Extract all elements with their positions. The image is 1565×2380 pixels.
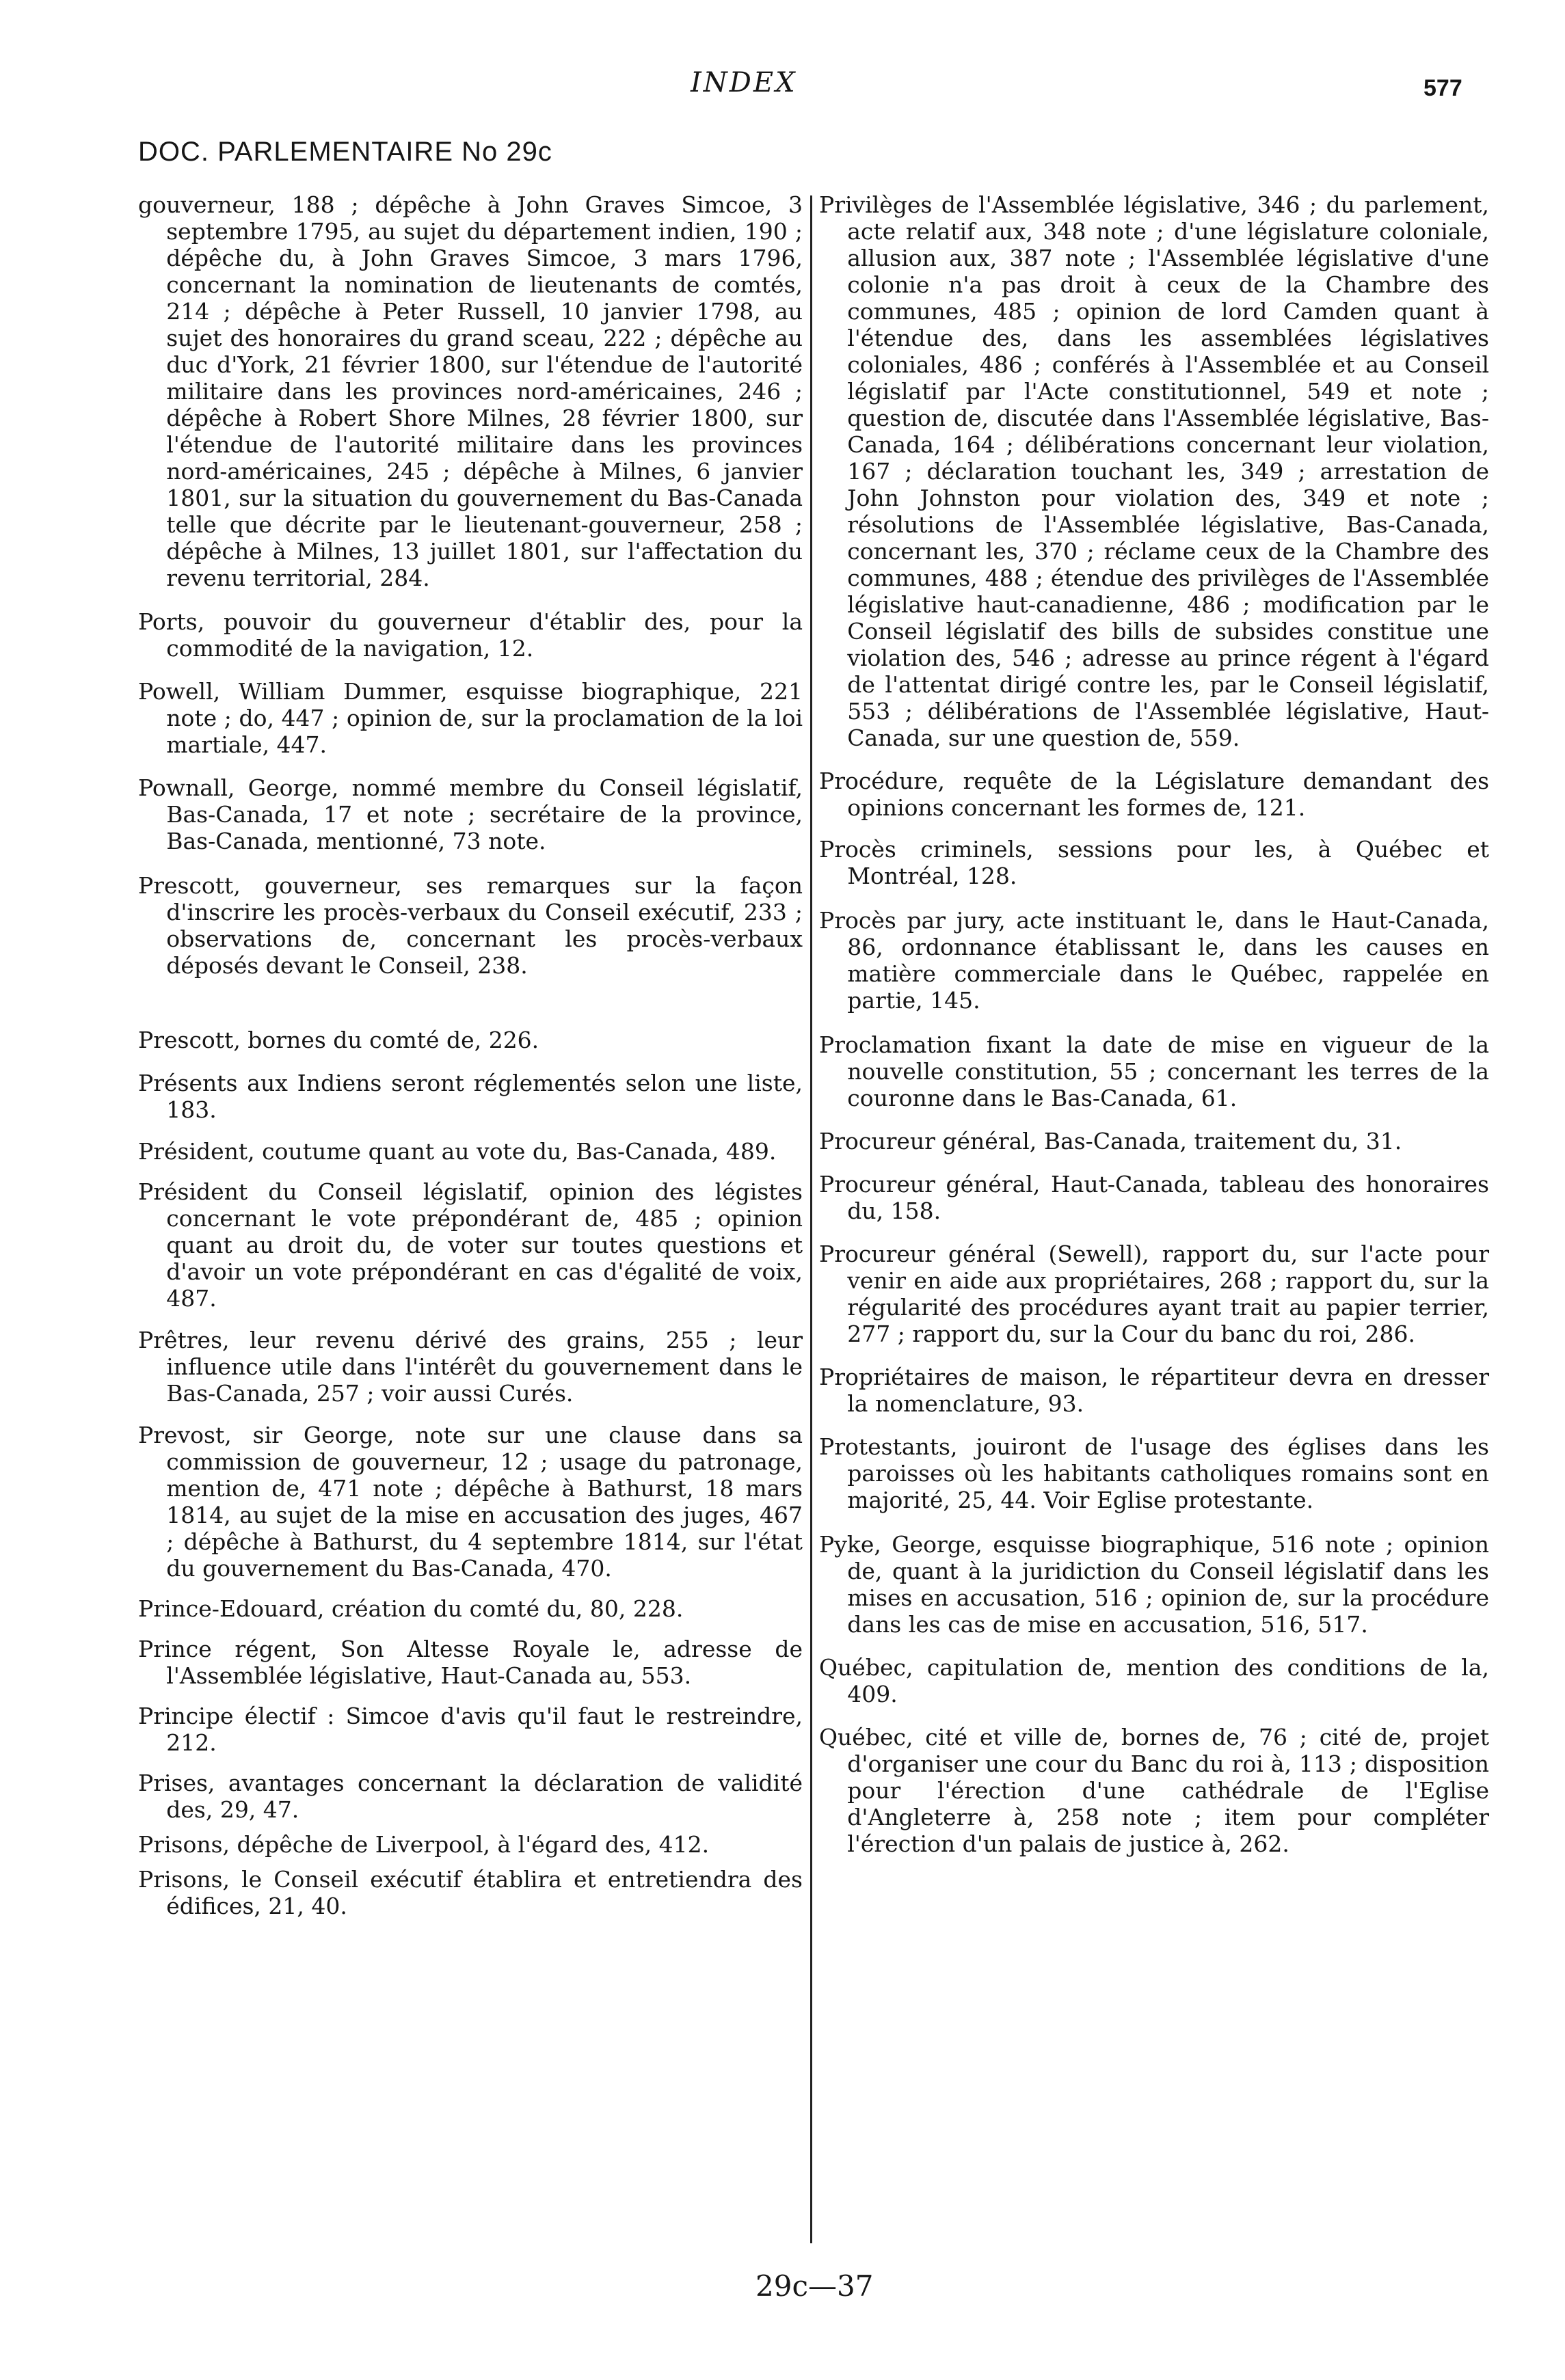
left-column (138, 191, 803, 2283)
index-entry: gouverneur, 188 ; dépêche à John Graves Simcoe, 3 septembre 1795, au sujet du département indien, 190 ; dépêche du, à John Graves Simcoe, 3 mars 1796, concernant la nomination de lieutenants de comtés, 214 ; dépêche à Peter Russell, 10 janvier 1798, au sujet des honoraires du grand sceau, 222 ; dépêche au duc d'York, 21 février 1800, sur l'étendue de l'autorité militaire dans les provinces nord-américaines, 246 ; dépêche à Robert Shore Milnes, 28 février 1800, sur l'étendue de l'autorité militaire dans les provinces nord-américaines, 245 ; dépêche à Milnes, 6 janvier 1801, sur la situation du gouvernement du Bas-Canada telle que décrite par le lieutenant-gouverneur, 258 ; dépêche à Milnes, 13 juillet 1801, sur l'affectation du revenu territorial, 284. (138, 191, 803, 591)
index-entry: Prisons, dépêche de Liverpool, à l'égard des, 412. (138, 1831, 710, 1858)
index-entry: Procureur général, Haut-Canada, tableau des honoraires du, 158. (819, 1171, 1489, 1224)
index-entry: Proclamation fixant la date de mise en vigueur de la nouvelle constitution, 55 ; concernant les terres de la couronne dans le Bas-Canada, 61. (819, 1031, 1489, 1111)
index-entry: Pyke, George, esquisse biographique, 516 note ; opinion de, quant à la juridiction du Conseil législatif dans les mises en accusation, 516 ; opinion de, sur la procédure dans les cas de mise en accusation, 516, 517. (819, 1531, 1489, 1638)
signature-mark: 29c—37 (755, 2269, 874, 2303)
running-title: INDEX (691, 67, 797, 98)
right-column (819, 191, 1489, 2283)
index-entry: Powell, William Dummer, esquisse biographique, 221 note ; do, 447 ; opinion de, sur la proclamation de la loi martiale, 447. (138, 678, 803, 758)
index-entry: Québec, cité et ville de, bornes de, 76 ; cité de, projet d'organiser une cour du Banc du roi à, 113 ; disposition pour l'érection d'une cathédrale de l'Eglise d'Angleterre à, 258 note ; item pour compléter l'érection d'un palais de justice à, 262. (819, 1724, 1489, 1857)
page-number: 577 (1423, 75, 1462, 101)
index-entry: Prises, avantages concernant la déclaration de validité des, 29, 47. (138, 1770, 803, 1823)
index-entry: Prescott, gouverneur, ses remarques sur la façon d'inscrire les procès-verbaux du Conseil exécutif, 233 ; observations de, concernant les procès-verbaux déposés devant le Conseil, 238. (138, 872, 803, 979)
index-entry: Québec, capitulation de, mention des conditions de la, 409. (819, 1654, 1489, 1707)
index-entry: Président, coutume quant au vote du, Bas-Canada, 489. (138, 1138, 777, 1165)
index-entry: Principe électif : Simcoe d'avis qu'il faut le restreindre, 212. (138, 1703, 803, 1756)
index-entry: Procès criminels, sessions pour les, à Québec et Montréal, 128. (819, 836, 1489, 889)
index-entry: Présents aux Indiens seront réglementés selon une liste, 183. (138, 1070, 803, 1123)
index-entry: Privilèges de l'Assemblée législative, 346 ; du parlement, acte relatif aux, 348 note ; d'une législature coloniale, allusion aux, 387 note ; l'Assemblée législative d'une colonie n'a pas droit à ceux de la Chambre des communes, 485 ; opinion de lord Camden quant à l'étendue des, dans les assemblées législatives coloniales, 486 ; conférés à l'Assemblée et au Conseil législatif par l'Acte constitutionnel, 549 et note ; question de, discutée dans l'Assemblée législative, Bas-Canada, 164 ; délibérations concernant leur violation, 167 ; déclaration touchant les, 349 ; arrestation de John Johnston pour violation des, 349 et note ; résolutions de l'Assemblée législative, Bas-Canada, concernant les, 370 ; réclame ceux de la Chambre des communes, 488 ; étendue des privilèges de l'Assemblée législative haut-canadienne, 486 ; modification par le Conseil législatif des bills de subsides constitue une violation des, 546 ; adresse au prince régent à l'égard de l'attentat dirigé contre les, par le Conseil législatif, 553 ; délibérations de l'Assemblée législative, Haut-Canada, sur une question de, 559. (819, 191, 1489, 751)
index-entry: Prevost, sir George, note sur une clause dans sa commission de gouverneur, 12 ; usage du patronage, mention de, 471 note ; dépêche à Bathurst, 18 mars 1814, au sujet de la mise en accusation des juges, 467 ; dépêche à Bathurst, du 4 septembre 1814, sur l'état du gouvernement du Bas-Canada, 470. (138, 1422, 803, 1582)
index-entry: Procureur général (Sewell), rapport du, sur l'acte pour venir en aide aux propriétaires, 268 ; rapport du, sur la régularité des procédures ayant trait au papier terrier, 277 ; rapport du, sur la Cour du banc du roi, 286. (819, 1241, 1489, 1347)
index-entry: Prescott, bornes du comté de, 226. (138, 1027, 539, 1053)
index-entry: Prisons, le Conseil exécutif établira et entretiendra des édifices, 21, 40. (138, 1866, 803, 1919)
index-entry: Procès par jury, acte instituant le, dans le Haut-Canada, 86, ordonnance établissant le, dans les causes en matière commerciale dans le Québec, rappelée en partie, 145. (819, 907, 1489, 1014)
index-entry: Prince-Edouard, création du comté du, 80, 228. (138, 1595, 684, 1622)
index-entry: Prêtres, leur revenu dérivé des grains, 255 ; leur influence utile dans l'intérêt du gouvernement dans le Bas-Canada, 257 ; voir aussi Curés. (138, 1327, 803, 1407)
index-entry: Pownall, George, nommé membre du Conseil législatif, Bas-Canada, 17 et note ; secrétaire de la province, Bas-Canada, mentionné, 73 note. (138, 774, 803, 854)
index-entry: Procureur général, Bas-Canada, traitement du, 31. (819, 1128, 1402, 1154)
index-entry: Prince régent, Son Altesse Royale le, adresse de l'Assemblée législative, Haut-Canada au, 553. (138, 1636, 803, 1689)
document-reference: DOC. PARLEMENTAIRE No 29c (138, 137, 552, 167)
column-divider (810, 195, 812, 2243)
index-entry: Président du Conseil législatif, opinion des légistes concernant le vote prépondérant de, 485 ; opinion quant au droit du, de voter sur toutes questions et d'avoir un vote prépondérant en cas d'égalité de voix, 487. (138, 1178, 803, 1312)
index-entry: Propriétaires de maison, le répartiteur devra en dresser la nomenclature, 93. (819, 1364, 1489, 1417)
index-entry: Procédure, requête de la Législature demandant des opinions concernant les formes de, 121. (819, 768, 1489, 821)
index-entry: Protestants, jouiront de l'usage des églises dans les paroisses où les habitants catholiques romains sont en majorité, 25, 44. Voir Eglise protestante. (819, 1433, 1489, 1513)
index-entry: Ports, pouvoir du gouverneur d'établir des, pour la commodité de la navigation, 12. (138, 608, 803, 662)
